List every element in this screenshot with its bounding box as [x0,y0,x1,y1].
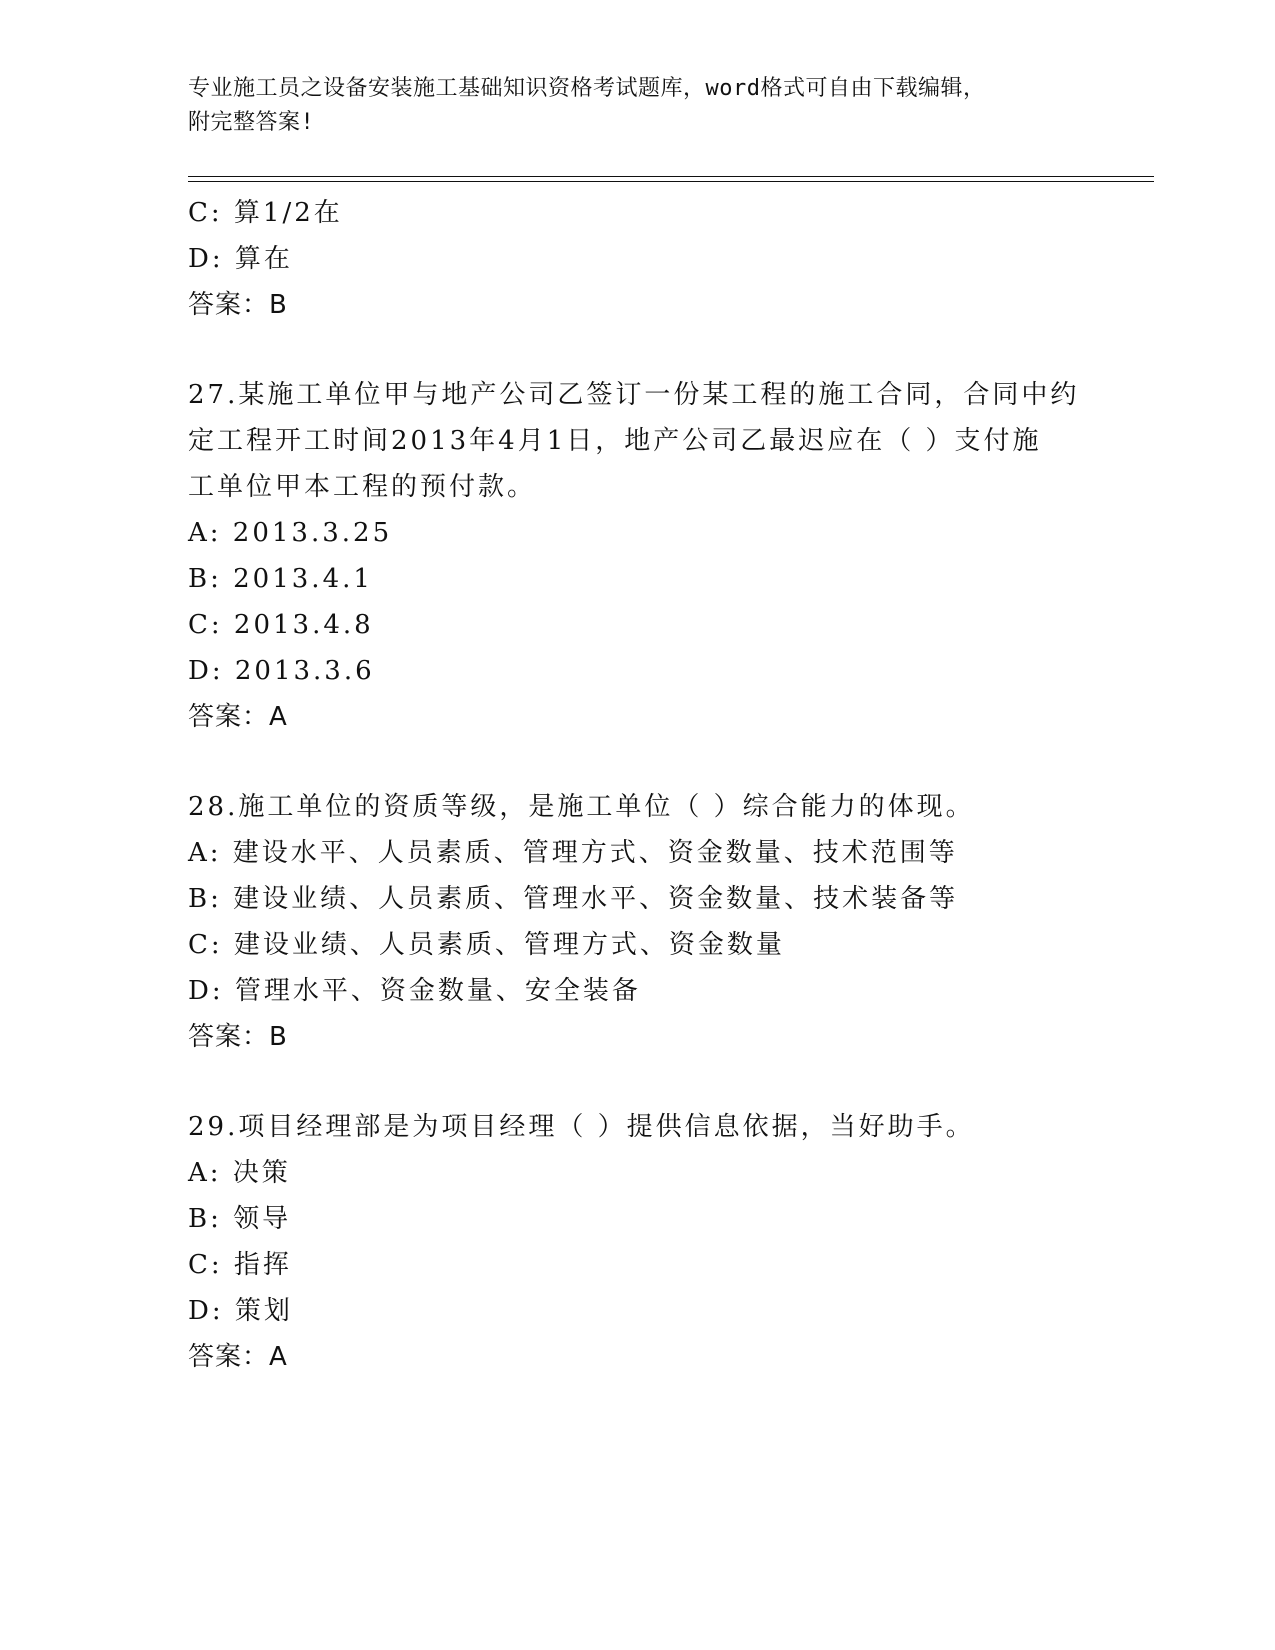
option-d: D: 策划 [188,1296,293,1326]
option-b: B: 领导 [188,1204,292,1234]
header-divider-top [188,176,1154,177]
question-text: 27.某施工单位甲与地产公司乙签订一份某工程的施工合同，合同中约 [188,380,1080,410]
answer: 答案：A [188,702,288,732]
option-d: D: 算在 [188,244,293,274]
header-line-1: 专业施工员之设备安装施工基础知识资格考试题库，word格式可自由下载编辑， [188,76,986,101]
document-header [188,72,1068,140]
answer: 答案：B [188,290,288,320]
answer: 答案：B [188,1022,288,1052]
option-c: C: 算1/2在 [188,198,343,228]
option-a: A: 2013.3.25 [188,518,393,548]
header-line-2: 附完整答案! [188,110,315,135]
option-c: C: 2013.4.8 [188,610,374,640]
answer: 答案：A [188,1342,288,1372]
option-c: C: 建设业绩、人员素质、管理方式、资金数量 [188,930,785,960]
option-b: B: 建设业绩、人员素质、管理水平、资金数量、技术装备等 [188,884,959,914]
question-block [188,1104,1148,1380]
question-block [188,190,1148,328]
option-d: D: 2013.3.6 [188,656,375,686]
question-text: 29.项目经理部是为项目经理（ ）提供信息依据，当好助手。 [188,1112,975,1142]
option-a: A: 建设水平、人员素质、管理方式、资金数量、技术范围等 [188,838,958,868]
question-block [188,372,1148,740]
option-b: B: 2013.4.1 [188,564,373,594]
header-divider-bottom [188,181,1154,182]
question-text: 定工程开工时间2013年4月1日，地产公司乙最迟应在（ ）支付施 [188,426,1042,456]
question-text: 28.施工单位的资质等级，是施工单位（ ）综合能力的体现。 [188,792,975,822]
question-block [188,784,1148,1060]
option-d: D: 管理水平、资金数量、安全装备 [188,976,641,1006]
option-c: C: 指挥 [188,1250,292,1280]
spacer [188,328,1148,372]
spacer [188,740,1148,784]
spacer [188,1060,1148,1104]
option-a: A: 决策 [188,1158,291,1188]
question-list [188,190,1148,1380]
question-text: 工单位甲本工程的预付款。 [188,472,537,502]
